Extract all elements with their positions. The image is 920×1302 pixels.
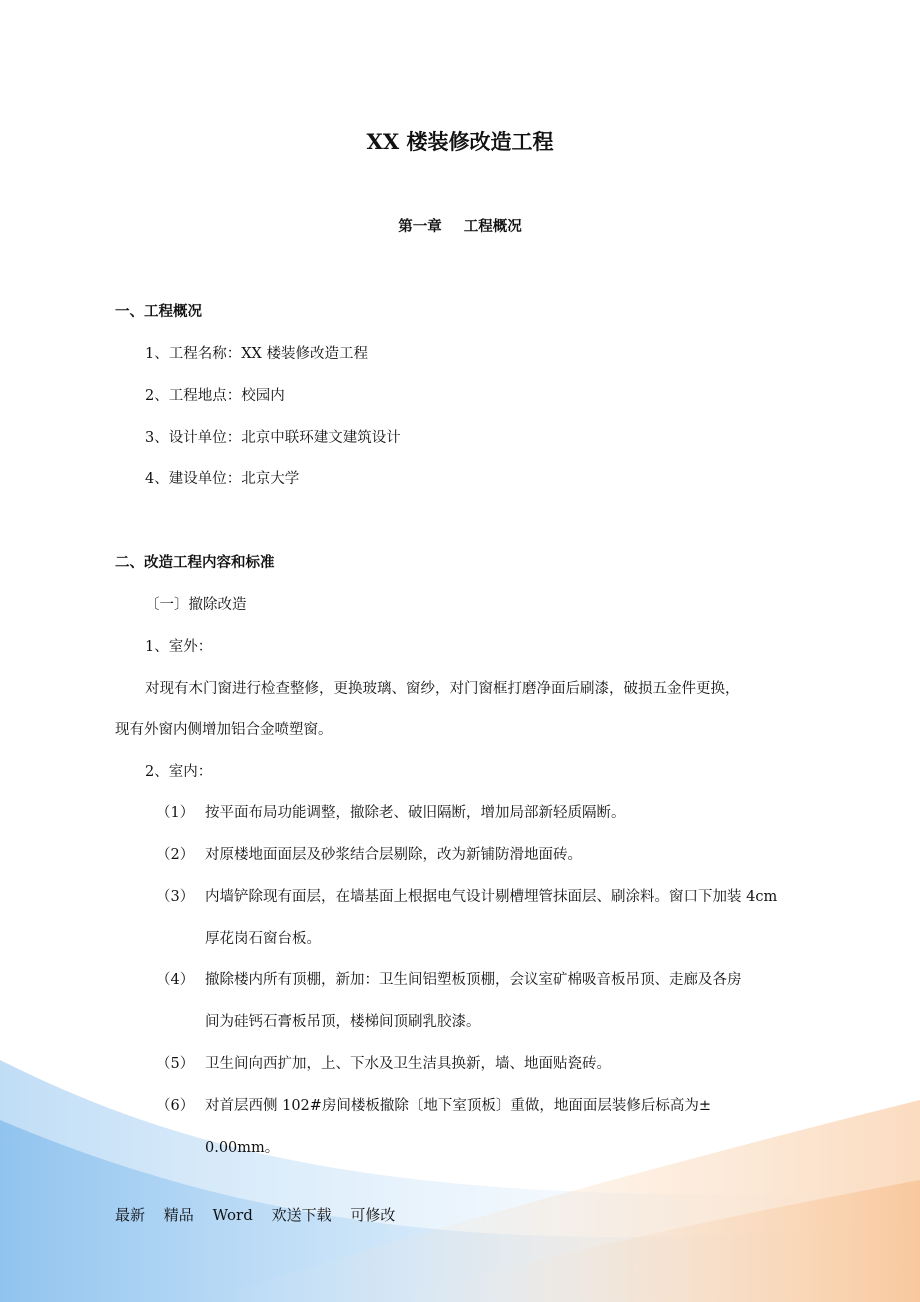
chapter-number: 第一章 [398,218,442,235]
chapter-heading [0,215,920,236]
indoor-item-text: 卫生间向西扩加，上、下水及卫生洁具换新，墙、地面贴瓷砖。 [205,1056,611,1072]
indoor-item-number: （4） [156,972,195,988]
section2-heading: 二、改造工程内容和标准 [115,554,275,571]
indoor-item-text: 对首层西侧 102#房间楼板撤除〔地下室顶板〕重做，地面面层装修后标高为± [205,1098,712,1114]
indoor-label: 2、室内： [145,764,213,780]
footer-word: Word [212,1206,253,1224]
indoor-item-text: 内墙铲除现有面层，在墙基面上根据电气设计剔槽埋管抹面层、刷涂料。窗口下加装 4cm [205,889,778,905]
indoor-item-number: （1） [156,805,195,821]
indoor-item-text: 对原楼地面面层及砂浆结合层剔除，改为新铺防滑地面砖。 [205,847,582,863]
chapter-name: 工程概况 [463,218,522,235]
indoor-item-text: 间为硅钙石膏板吊顶，楼梯间顶刷乳胶漆。 [205,1014,481,1030]
indoor-item-number: （2） [156,847,195,863]
indoor-item-text: 按平面布局功能调整，撤除老、破旧隔断，增加局部新轻质隔断。 [205,805,626,821]
project-info-item: 3、设计单位：北京中联环建文建筑设计 [145,430,401,446]
footer-word: 可修改 [350,1206,396,1224]
indoor-item-number: （3） [156,889,195,905]
indoor-item-text: 0.00mm。 [205,1140,280,1156]
project-info-item: 2、工程地点：校园内 [145,388,285,404]
outdoor-label: 1、室外： [145,639,213,655]
subsection-heading: 〔一〕撤除改造 [145,597,247,613]
project-info-item: 4、建设单位：北京大学 [145,471,300,487]
outdoor-paragraph-line: 对现有木门窗进行检查整修，更换玻璃、窗纱，对门窗框打磨净面后刷漆，破损五金件更换， [145,681,740,697]
footer-watermark [115,1204,409,1225]
footer-word: 精品 [163,1206,194,1224]
indoor-item-text: 厚花岗石窗台板。 [205,931,321,947]
document-title: XX 楼装修改造工程 [366,129,554,154]
project-info-item: 1、工程名称：XX 楼装修改造工程 [145,346,368,362]
footer-word: 欢送下载 [271,1206,332,1224]
section1-heading: 一、工程概况 [115,303,202,320]
footer-word: 最新 [115,1206,146,1224]
indoor-item-number: （6） [156,1098,195,1114]
outdoor-paragraph-line: 现有外窗内侧增加铝合金喷塑窗。 [115,722,333,738]
indoor-item-text: 撤除楼内所有顶棚，新加：卫生间铝塑板顶棚，会议室矿棉吸音板吊顶、走廊及各房 [205,972,742,988]
indoor-item-number: （5） [156,1056,195,1072]
